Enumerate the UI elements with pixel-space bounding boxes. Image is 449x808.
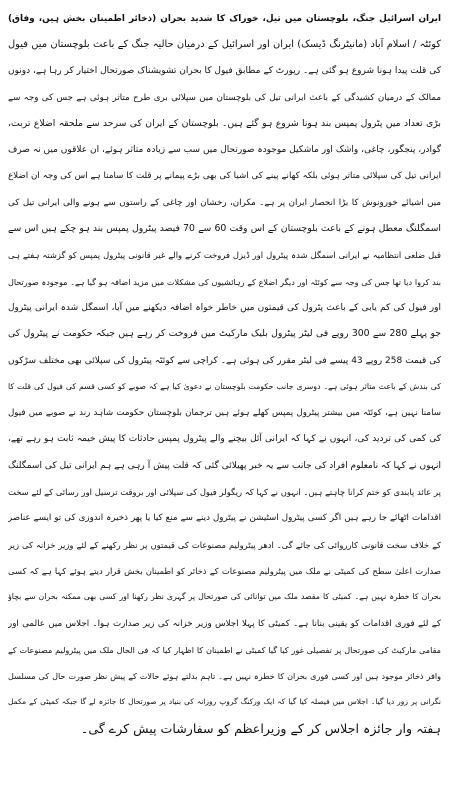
article-line: میں اشیائے خورونوش کا بڑا انحصار ایران پر ہے۔ مکران، رخشان اور چاغی کے راستوں سے ہونے والی ایرانی تیل کی (8, 197, 441, 208)
article-line: انہوں نے کہا کہ نامعلوم افراد کی جانب سے یہ خبر پھیلائی گئی کہ قلت پیش آ رہی ہے ہم ایرانی تیل کی اسمگلنگ (8, 460, 441, 471)
article-line: صدارت اعلیٰ سطح کی کمیٹی نے ملک میں پیٹرولیم مصنوعات کے ذخائر کو اطمینان بخش قرار دیتے ہوئے کہا ہے کہ کسی (8, 565, 441, 576)
article-body (8, 32, 441, 742)
article-line: ہفتہ وار جائزہ اجلاس کر کے وزیراعظم کو سفارشات پیش کرے گی۔ (80, 720, 441, 736)
article-line: قبل ضلعی انتظامیہ نے ایرانی اسمگل شدہ پیٹرول اور ڈیزل فروخت کرنے والے غیر قانونی پیٹرول پمپس کو گزشتہ ہفتے ہی (8, 250, 441, 261)
article-line: کی قلت پیدا ہونا شروع ہو گئی ہے۔ رپورٹ کے مطابق فیول کا بحران تشویشناک صورتحال اختیار کر رہا ہے، دونوں (8, 66, 441, 77)
article-line: ممالک کے درمیان کشیدگی کے باعث ایرانی تیل کی بلوچستان میں سپلائی بری طرح متاثر ہوئی ہے جس کی وجہ سے (8, 92, 441, 103)
article-line: سامنا نہیں ہے، کوئٹہ میں بیشتر پیٹرول پمپس کھلے ہوئے ہیں ترجمان بلوچستان حکومت شاہد رند نے صوبے میں فیول (8, 408, 441, 419)
article-line: نگرانی پر زور دیا گیا۔ اجلاس میں فیصلہ کیا گیا کہ ایک ورکنگ گروپ روزانہ کی بنیاد پر صورتحال کا جائزہ لے گا جبکہ کمیٹی کے مکمل (8, 697, 441, 707)
article-line: اور فیول کی کم یابی کے باعث پٹرول کی قیمتوں میں خاطر خواہ اضافہ دیکھنے میں آیا، اسمگل شدہ ایرانی پیٹرول (8, 302, 441, 313)
article-line: جو پہلے 280 سے 300 روپے فی لیٹر پیٹرول بلیک مارکیٹ میں فروخت کر رہے ہیں جبکہ حکومت نے پیٹرول کی (8, 328, 441, 340)
article-line: کی بندش کے باعث متاثر ہوئی ہے۔ دوسری جانب حکومت بلوچستان نے دعویٰ کیا ہے کہ صوبے کو کسی قسم کی فیول کی قلت کا (8, 381, 441, 391)
article-line: پر عائد پابندی کو ختم کرانا چاہتے ہیں۔ انہوں نے کہا کہ ریگولر فیول کی سپلائی اور بروقت ترسیل اور رسائی کے لئے سخت (8, 487, 441, 498)
article-line: بڑی تعداد میں پٹرول پمپس بند ہونا شروع ہو گئے ہیں۔ بلوچستان کے ایران کی سرحد سے ملحقہ اضلاع تربت، (8, 117, 441, 129)
article-line: اقدامات اٹھائے جا رہے ہیں اگر کسی پیٹرول اسٹیشن نے پیٹرول دینے سے منع کیا یا پھر ذخیرہ اندوزی کی تو ایسے عناصر (8, 513, 441, 524)
article-line: بند کروا دیا تھا جس کی وجہ سے کوئٹہ اور دیگر اضلاع کے رہائشیوں کی مشکلات میں مزید اضافہ ہو گیا ہے۔ موجودہ صورتحال (8, 276, 441, 287)
article-line: مقامی مارکیٹ کی صورتحال پر تفصیلی غور کیا گیا کمیٹی نے اطمینان کا اظہار کیا کہ فی الحال ملک میں پیٹرولیم مصنوعات کے (8, 644, 441, 655)
article-line: گوادر، پنجگور، چاغی، واشک اور ماشکیل موجودہ صورتحال میں سب سے زیادہ متاثر ہوئے، ان علاقوں میں نہ صرف (8, 145, 441, 156)
article-line: اسمگلنگ معطل ہونے کے باعث بلوچستان کے اس وقت 60 سے 70 فیصد پیٹرول پمپس بند ہو چکے ہیں اس سے (8, 223, 441, 235)
article-line: ایرانی تیل کی سپلائی متاثر ہوئی بلکہ کھانے پینے کی اشیا کی بھی بڑے پیمانے پر قلت کا سامنا ہے اس کی وجہ ان اضلاع (8, 171, 441, 182)
article-line: وافر ذخائر موجود ہیں اور کسی فوری بحران کا خطرہ نہیں ہے۔ تاہم بدلتے ہوئے حالات کے پیش نظر صورت حال کی مسلسل (8, 671, 441, 682)
article-line: کی کمی کی تردید کی، انہوں نے کہا کہ ایرانی آئل بیچنے والے پیٹرول پمپس حادثات کا پیش خیمہ ثابت ہو رہے تھے، (8, 434, 441, 445)
article-line: کی قیمت 258 روپے 43 پیسے فی لیٹر مقرر کی ہوئی ہے۔ کراچی سے کوئٹہ پیٹرول کی سپلائی بھی مختلف سڑکوں (8, 355, 441, 366)
article-headline: ایران اسرائیل جنگ، بلوچستان میں تیل، خوراک کا شدید بحران (ذخائر اطمینان بخش ہیں، وفاق) (8, 14, 441, 24)
article-line: کے خلاف سخت قانونی کارروائی کی جائے گی۔ ادھر پیٹرولیم مصنوعات کی قیمتوں پر نظر رکھنے کے لئے وزیر خزانہ کی زیر (8, 539, 441, 550)
article-line: بحران کا خطرہ نہیں ہے۔ کمیٹی کا مقصد ملک میں توانائی کی صورتحال پر گہری نظر رکھنا اور کسی بھی ممکنہ بحران سے بچاؤ (8, 592, 441, 602)
article-line: کے لئے فوری اقدامات کو یقینی بنانا ہے۔ کمیٹی کا پہلا اجلاس وزیر خزانہ کی زیر صدارت ہوا۔ اجلاس میں عالمی اور (8, 618, 441, 629)
article-line: کوئٹہ / اسلام آباد (مانیٹرنگ ڈیسک) ایران اور اسرائیل کے درمیان حالیہ جنگ کے باعث بلوچستان میں فیول (8, 39, 441, 50)
